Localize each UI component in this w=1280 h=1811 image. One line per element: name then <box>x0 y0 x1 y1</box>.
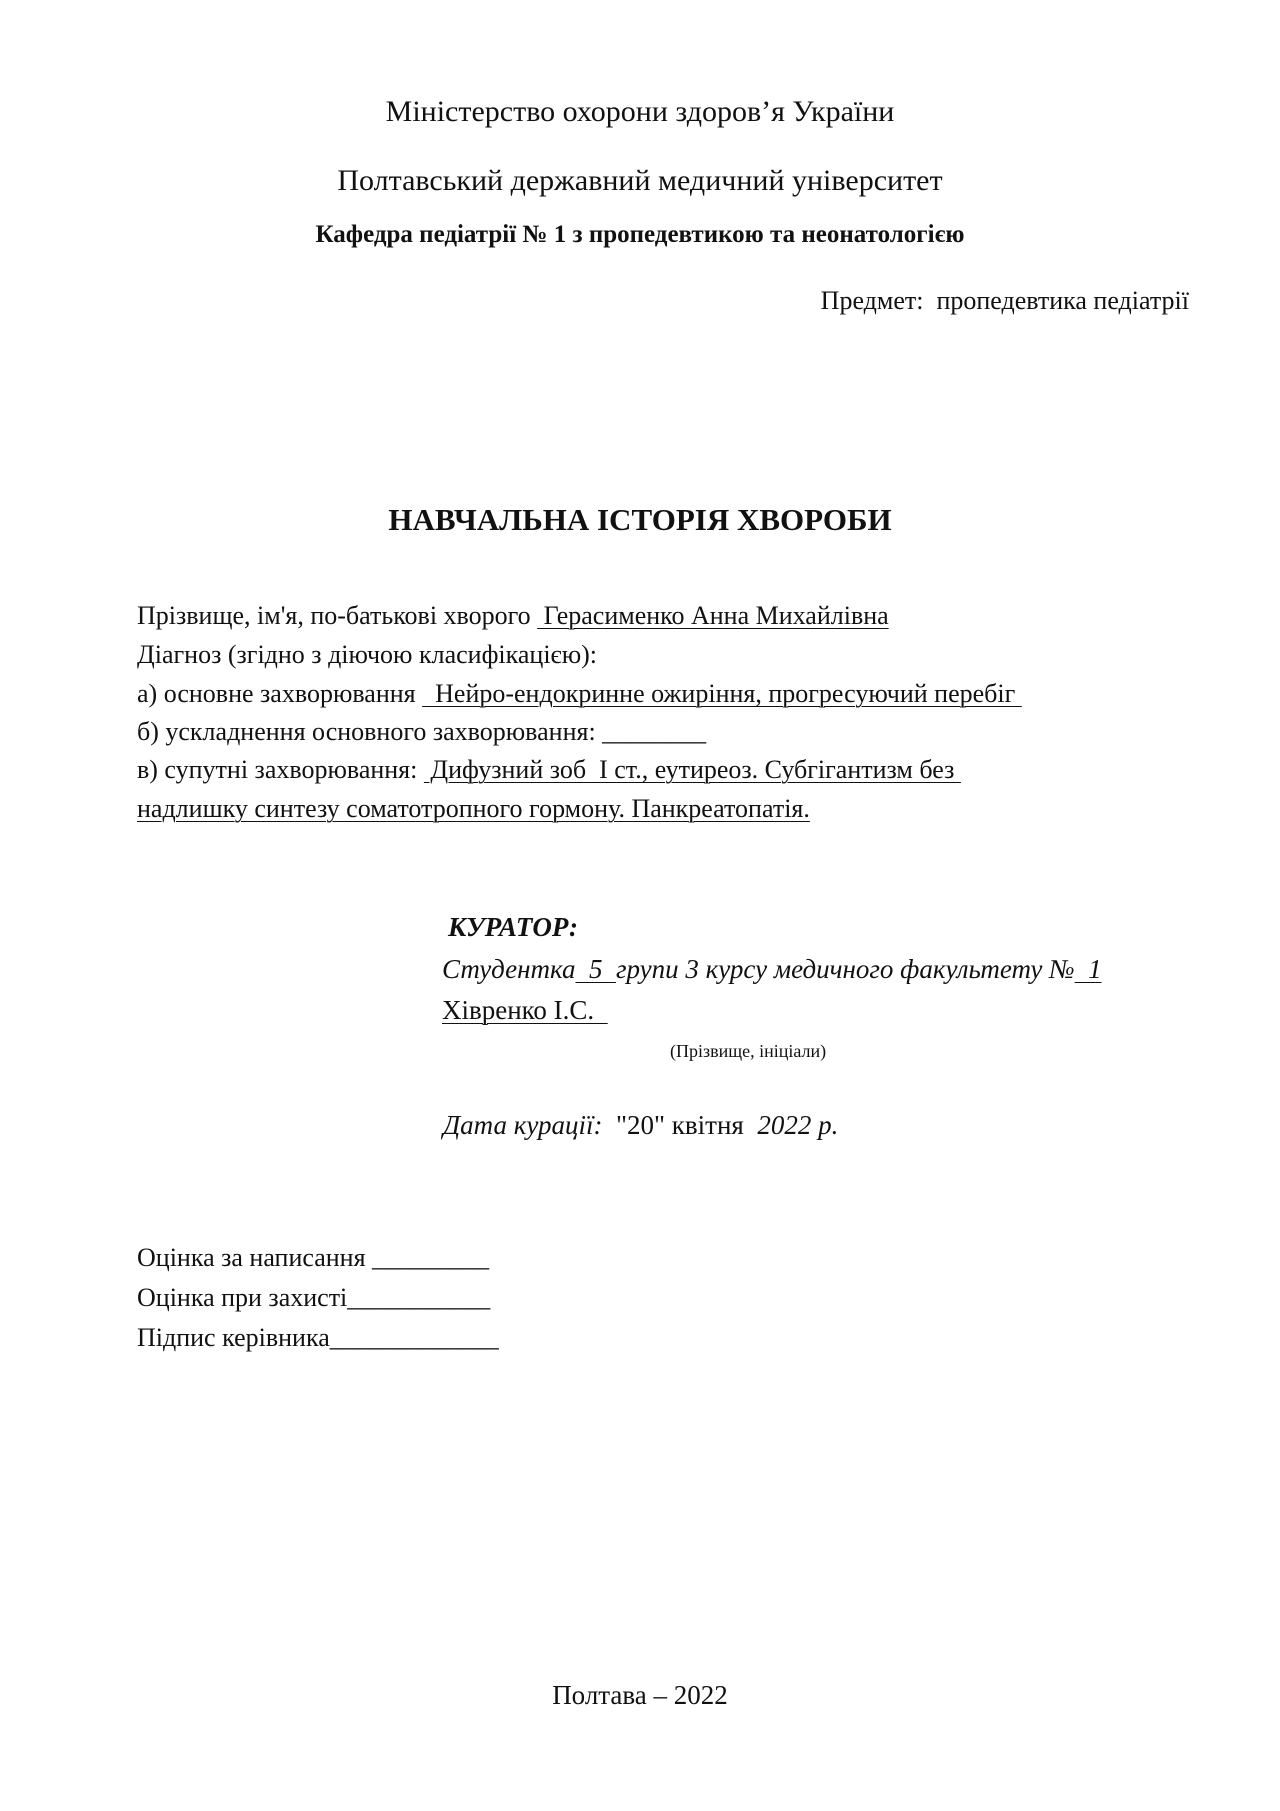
subject-value: пропедевтика педіатрії <box>936 286 1189 315</box>
grade-writing-label: Оцінка за написання <box>137 1243 366 1272</box>
subject-label: Предмет: <box>820 286 924 315</box>
subject-line <box>821 288 1189 314</box>
main-disease-line <box>137 681 1022 707</box>
curator-heading: КУРАТОР: <box>448 912 578 942</box>
curation-date-label: Дата курації: <box>443 1110 603 1140</box>
department-title: Кафедра педіатрії № 1 з пропедевтикою та неонатологією <box>315 221 965 248</box>
group-number: 5 <box>575 954 616 984</box>
faculty-number: 1 <box>1074 954 1102 984</box>
patient-name-value: Герасименко Анна Михайлівна <box>537 601 889 630</box>
complication-blank: ________ <box>602 717 707 746</box>
university-title: Полтавський державний медичний університет <box>337 164 943 197</box>
grade-defense-label: Оцінка при захисті <box>137 1283 348 1312</box>
complication-line <box>137 719 706 745</box>
diagnosis-heading: Діагноз (згідно з діючою класифікацією): <box>137 640 598 669</box>
ministry-title: Міністерство охорони здоров’я України <box>385 95 895 128</box>
supervisor-signature-blank: _____________ <box>329 1323 499 1352</box>
name-caption: (Прізвище, ініціали) <box>670 1041 827 1061</box>
grade-defense-line <box>137 1285 490 1311</box>
grade-writing-blank: _________ <box>372 1243 490 1272</box>
comorbid-value-line2: надлишку синтезу соматотропного гормону. Панкреатопатія. <box>137 794 810 823</box>
student-line <box>442 956 1102 983</box>
supervisor-signature-label: Підпис керівника <box>137 1323 330 1352</box>
main-disease-label: а) основне захворювання <box>137 679 416 708</box>
student-middle: групи 3 курсу медичного факультету № <box>615 954 1075 984</box>
comorbid-value-line1: Дифузний зоб І ст., еутиреоз. Субгігантизм без <box>423 755 961 784</box>
curation-date-line <box>443 1112 838 1139</box>
student-prefix: Студентка <box>442 954 576 984</box>
main-disease-value: Нейро-ендокринне ожиріння, прогресуючий перебіг <box>422 679 1022 708</box>
grade-writing-line <box>137 1245 489 1271</box>
footer-place-year: Полтава – 2022 <box>552 1680 728 1710</box>
student-name: Хівренко І.С. <box>442 995 608 1025</box>
document-title: НАВЧАЛЬНА ІСТОРІЯ ХВОРОБИ <box>388 502 892 537</box>
supervisor-signature-line <box>137 1325 499 1351</box>
grade-defense-blank: ___________ <box>347 1283 491 1312</box>
comorbid-label: в) супутні захворювання: <box>137 755 418 784</box>
curation-date-year: 2022 р. <box>757 1110 839 1140</box>
comorbid-line <box>137 757 961 783</box>
curation-date-value: "20" квітня <box>616 1110 744 1140</box>
patient-name-label: Прізвище, ім'я, по-батькові хворого <box>137 601 531 630</box>
patient-name-line <box>137 603 889 629</box>
complication-label: б) ускладнення основного захворювання: <box>137 717 596 746</box>
